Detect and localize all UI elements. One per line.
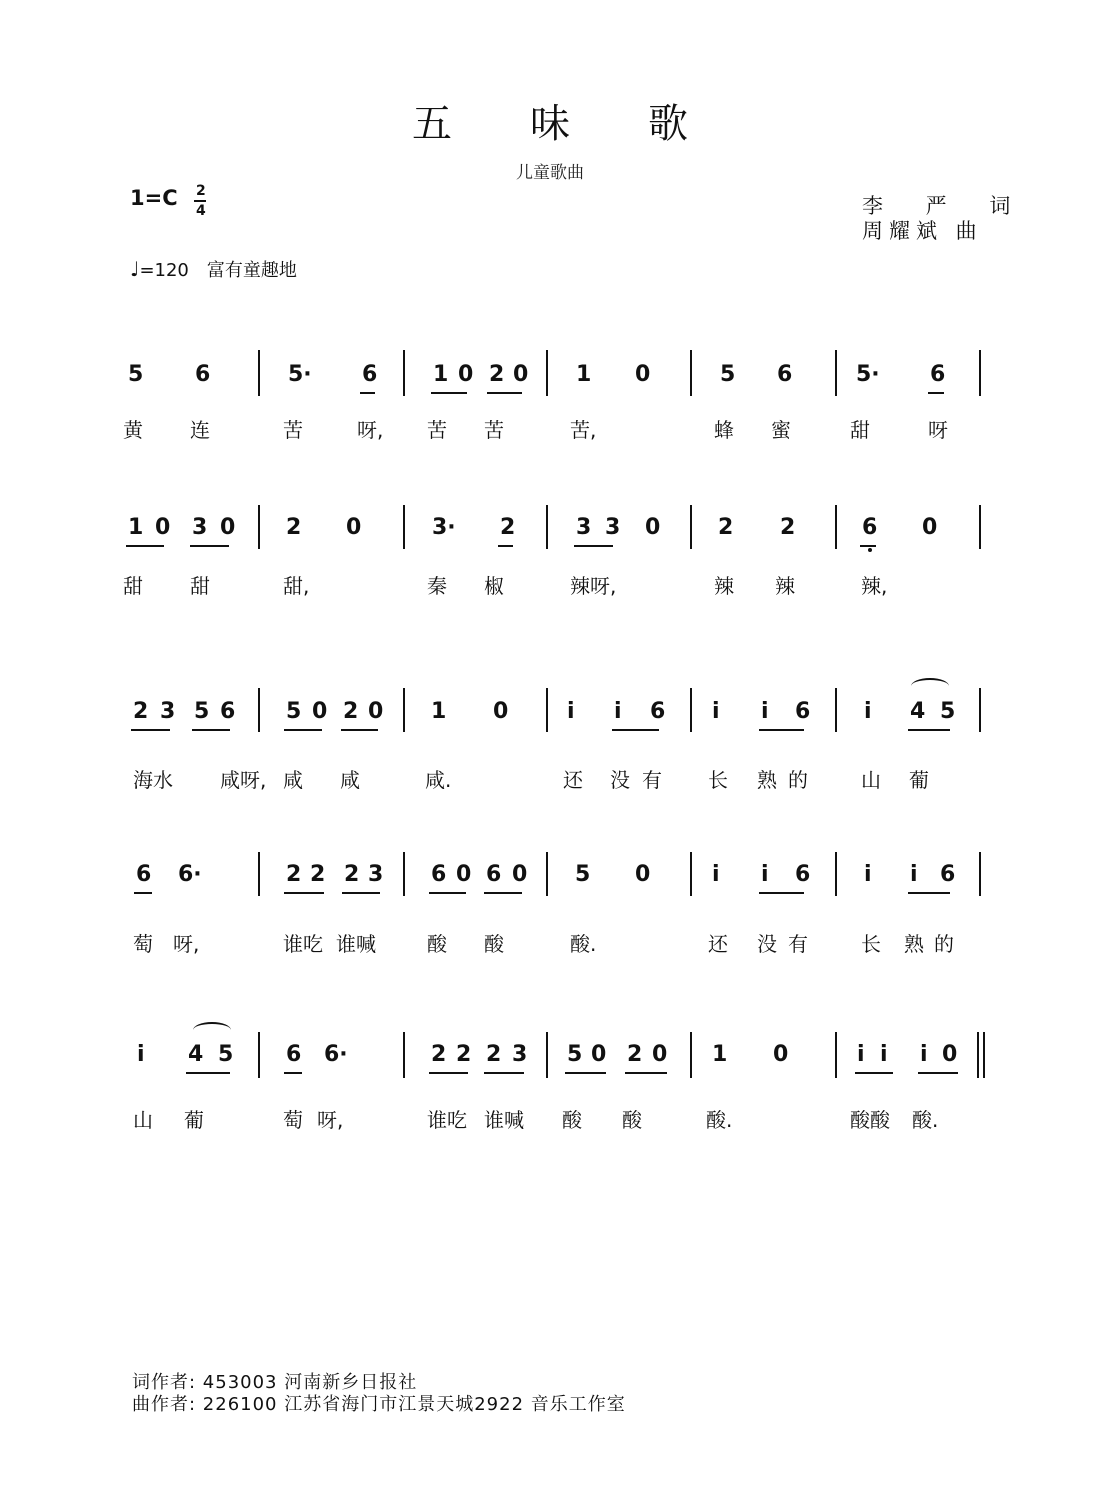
note: 0 — [312, 699, 328, 724]
barline — [403, 688, 405, 732]
note: 6 — [286, 1042, 302, 1067]
beam-underline — [928, 392, 944, 394]
lyric-syllable: 苦 — [427, 418, 447, 442]
note: i — [910, 862, 918, 887]
note: 1 — [712, 1042, 728, 1067]
lyric-syllable: 蜜 — [771, 418, 791, 442]
lyric-syllable: 熟 — [757, 768, 777, 792]
lyric-syllable: 甜 — [850, 418, 870, 442]
slur-mark — [911, 678, 949, 694]
beam-underline — [484, 892, 522, 894]
note: 5 — [940, 699, 956, 724]
footer-credits — [132, 1372, 626, 1416]
note: 0 — [635, 862, 651, 887]
note: 4 — [188, 1042, 204, 1067]
lyric-syllable: 熟 — [904, 932, 924, 956]
barline — [983, 1032, 985, 1078]
barline — [979, 852, 981, 896]
note: 1 — [433, 362, 449, 387]
note: 6 — [930, 362, 946, 387]
note: 2 — [486, 1042, 502, 1067]
lyric-syllable: 呀, — [317, 1108, 344, 1132]
note: 2 — [286, 862, 302, 887]
lyric-syllable: 辣, — [861, 574, 888, 598]
lyric-syllable: 有 — [642, 768, 662, 792]
note: i — [567, 699, 575, 724]
note: 1 — [128, 515, 144, 540]
note: 3 — [192, 515, 208, 540]
lyric-syllable: 的 — [788, 768, 808, 792]
footer-composer-line: 曲作者: 226100 江苏省海门市江景天城2922 音乐工作室 — [132, 1394, 626, 1415]
note: 5 — [720, 362, 736, 387]
beam-underline — [134, 892, 152, 894]
barline — [403, 1032, 405, 1078]
lyric-syllable: 葡 — [184, 1108, 204, 1132]
barline — [403, 350, 405, 396]
note: 6 — [862, 515, 878, 540]
time-signature-denominator: 4 — [196, 203, 206, 219]
barline — [546, 350, 548, 396]
key-signature: 1=C — [130, 186, 178, 210]
beam-underline — [284, 1072, 302, 1074]
barline — [835, 852, 837, 896]
lyric-syllable: 没 — [757, 932, 777, 956]
note: 5 — [286, 699, 302, 724]
barline — [258, 1032, 260, 1078]
note: 2 — [133, 699, 149, 724]
barline — [979, 688, 981, 732]
beam-underline — [284, 892, 324, 894]
note: i — [712, 862, 720, 887]
note: 6 — [940, 862, 956, 887]
beam-underline — [131, 729, 170, 731]
beam-underline — [855, 1072, 893, 1074]
barline — [258, 350, 260, 396]
lyric-syllable: 酸. — [912, 1108, 939, 1132]
beam-underline — [186, 1072, 230, 1074]
note: 0 — [346, 515, 362, 540]
slur-mark — [193, 1022, 231, 1038]
lyric-syllable: 长 — [861, 932, 881, 956]
barline — [258, 688, 260, 732]
beam-underline — [908, 729, 950, 731]
note: 0 — [652, 1042, 668, 1067]
note: 2 — [344, 862, 360, 887]
note: 6 — [795, 862, 811, 887]
note: 6· — [178, 862, 202, 887]
note: 5 — [575, 862, 591, 887]
note: 2 — [627, 1042, 643, 1067]
beam-underline — [565, 1072, 606, 1074]
lyric-syllable: 酸 — [622, 1108, 642, 1132]
lyric-syllable: 苦, — [570, 418, 597, 442]
lyric-syllable: 酸酸 — [850, 1108, 890, 1132]
note: 6 — [431, 862, 447, 887]
lyric-syllable: 长 — [708, 768, 728, 792]
lyric-syllable: 还 — [708, 932, 728, 956]
note: 2 — [489, 362, 505, 387]
barline — [690, 1032, 692, 1078]
barline — [546, 852, 548, 896]
lyric-syllable: 酸 — [484, 932, 504, 956]
lyric-syllable: 甜, — [283, 574, 310, 598]
barline — [835, 350, 837, 396]
lyric-syllable: 有 — [788, 932, 808, 956]
low-octave-dot — [868, 548, 872, 552]
note: 1 — [431, 699, 447, 724]
lyric-syllable: 黄 — [123, 418, 143, 442]
tempo-value: =120 — [139, 260, 189, 281]
barline — [690, 688, 692, 732]
lyric-syllable: 呀, — [357, 418, 384, 442]
barline — [403, 505, 405, 549]
note: 0 — [513, 362, 529, 387]
note: 2 — [456, 1042, 472, 1067]
lyric-syllable: 山 — [861, 768, 881, 792]
barline — [835, 505, 837, 549]
time-signature-bar — [194, 200, 206, 202]
note: 3 — [512, 1042, 528, 1067]
note: 6 — [136, 862, 152, 887]
lyric-syllable: 谁喊 — [336, 932, 376, 956]
note: 0 — [922, 515, 938, 540]
lyricist-credit: 李 严 词 — [862, 194, 1029, 218]
lyric-syllable: 谁吃 — [427, 1108, 467, 1132]
song-subtitle: 儿童歌曲 — [516, 163, 584, 183]
note: 0 — [512, 862, 528, 887]
expression-text: 富有童趣地 — [206, 260, 297, 281]
note: i — [920, 1042, 928, 1067]
note: 3· — [432, 515, 456, 540]
note: 6 — [777, 362, 793, 387]
footer-lyricist-line: 词作者: 453003 河南新乡日报社 — [132, 1372, 418, 1393]
beam-underline — [484, 1072, 524, 1074]
barline — [690, 505, 692, 549]
lyric-syllable: 呀, — [173, 932, 200, 956]
lyric-syllable: 没 — [610, 768, 630, 792]
note: 6 — [650, 699, 666, 724]
beam-underline — [190, 545, 229, 547]
lyric-syllable: 咸呀, — [220, 768, 267, 792]
note: 6· — [324, 1042, 348, 1067]
lyric-syllable: 的 — [934, 932, 954, 956]
note: 2 — [286, 515, 302, 540]
lyric-syllable: 辣 — [775, 574, 795, 598]
beam-underline — [126, 545, 164, 547]
barline — [690, 852, 692, 896]
lyric-syllable: 葡 — [909, 768, 929, 792]
composer-credit: 周耀斌 曲 — [862, 219, 983, 243]
note: 0 — [493, 699, 509, 724]
note: 0 — [773, 1042, 789, 1067]
note: 5 — [194, 699, 210, 724]
lyric-syllable: 蜂 — [714, 418, 734, 442]
lyric-syllable: 咸 — [340, 768, 360, 792]
lyric-syllable: 秦 — [427, 574, 447, 598]
note: 0 — [220, 515, 236, 540]
barline — [403, 852, 405, 896]
beam-underline — [860, 545, 876, 547]
lyric-syllable: 酸. — [570, 932, 597, 956]
note: i — [761, 699, 769, 724]
barline — [258, 852, 260, 896]
note: 0 — [456, 862, 472, 887]
barline — [546, 505, 548, 549]
note: i — [864, 862, 872, 887]
barline — [546, 688, 548, 732]
barline — [979, 505, 981, 549]
note: 6 — [195, 362, 211, 387]
beam-underline — [429, 892, 466, 894]
beam-underline — [918, 1072, 958, 1074]
lyric-syllable: 连 — [190, 418, 210, 442]
note: 5 — [567, 1042, 583, 1067]
note: 2 — [343, 699, 359, 724]
note: i — [614, 699, 622, 724]
lyric-syllable: 萄 — [283, 1108, 303, 1132]
barline — [835, 1032, 837, 1078]
note: i — [761, 862, 769, 887]
note: i — [137, 1042, 145, 1067]
note: 0 — [155, 515, 171, 540]
beam-underline — [908, 892, 950, 894]
note: i — [712, 699, 720, 724]
beam-underline — [625, 1072, 667, 1074]
quarter-note-icon: ♩ — [130, 257, 140, 281]
note: 3 — [160, 699, 176, 724]
note: 6 — [220, 699, 236, 724]
note: 4 — [910, 699, 926, 724]
lyric-syllable: 酸. — [706, 1108, 733, 1132]
note: 1 — [576, 362, 592, 387]
note: 0 — [591, 1042, 607, 1067]
lyric-syllable: 呀 — [928, 418, 948, 442]
lyric-syllable: 萄 — [133, 932, 153, 956]
beam-underline — [759, 729, 804, 731]
tempo-marking — [130, 256, 297, 282]
lyric-syllable: 谁吃 — [283, 932, 323, 956]
lyric-syllable: 苦 — [484, 418, 504, 442]
beam-underline — [612, 729, 659, 731]
lyric-syllable: 酸 — [562, 1108, 582, 1132]
note: 6 — [795, 699, 811, 724]
lyric-syllable: 辣呀, — [570, 574, 617, 598]
note: 0 — [635, 362, 651, 387]
lyric-syllable: 山 — [133, 1108, 153, 1132]
note: 2 — [431, 1042, 447, 1067]
lyric-syllable: 谁喊 — [484, 1108, 524, 1132]
beam-underline — [341, 729, 378, 731]
note: 0 — [368, 699, 384, 724]
note: 0 — [942, 1042, 958, 1067]
note: 3 — [576, 515, 592, 540]
note: 5 — [128, 362, 144, 387]
note: 6 — [486, 862, 502, 887]
note: 2 — [780, 515, 796, 540]
note: 2 — [500, 515, 516, 540]
note: i — [864, 699, 872, 724]
beam-underline — [431, 392, 467, 394]
note: 5· — [856, 362, 880, 387]
lyric-syllable: 海水 — [133, 768, 173, 792]
time-signature-numerator: 2 — [196, 183, 206, 199]
barline — [258, 505, 260, 549]
lyric-syllable: 酸 — [427, 932, 447, 956]
beam-underline — [192, 729, 230, 731]
beam-underline — [487, 392, 522, 394]
note: 2 — [718, 515, 734, 540]
lyric-syllable: 还 — [563, 768, 583, 792]
note: 0 — [645, 515, 661, 540]
note: 5 — [218, 1042, 234, 1067]
note: 0 — [458, 362, 474, 387]
lyric-syllable: 辣 — [714, 574, 734, 598]
beam-underline — [574, 545, 613, 547]
lyric-syllable: 苦 — [283, 418, 303, 442]
beam-underline — [284, 729, 322, 731]
barline — [835, 688, 837, 732]
lyric-syllable: 甜 — [123, 574, 143, 598]
beam-underline — [360, 392, 375, 394]
barline — [977, 1032, 979, 1078]
note: 3 — [368, 862, 384, 887]
barline — [546, 1032, 548, 1078]
note: 5· — [288, 362, 312, 387]
beam-underline — [498, 545, 513, 547]
note: 2 — [310, 862, 326, 887]
barline — [979, 350, 981, 396]
note: i — [880, 1042, 888, 1067]
beam-underline — [759, 892, 804, 894]
note: 6 — [362, 362, 378, 387]
note: i — [857, 1042, 865, 1067]
song-title: 五味歌 — [412, 101, 766, 147]
beam-underline — [429, 1072, 468, 1074]
lyric-syllable: 甜 — [190, 574, 210, 598]
lyric-syllable: 咸. — [425, 768, 452, 792]
barline — [690, 350, 692, 396]
lyric-syllable: 椒 — [484, 574, 504, 598]
note: 3 — [605, 515, 621, 540]
lyric-syllable: 咸 — [283, 768, 303, 792]
beam-underline — [342, 892, 380, 894]
